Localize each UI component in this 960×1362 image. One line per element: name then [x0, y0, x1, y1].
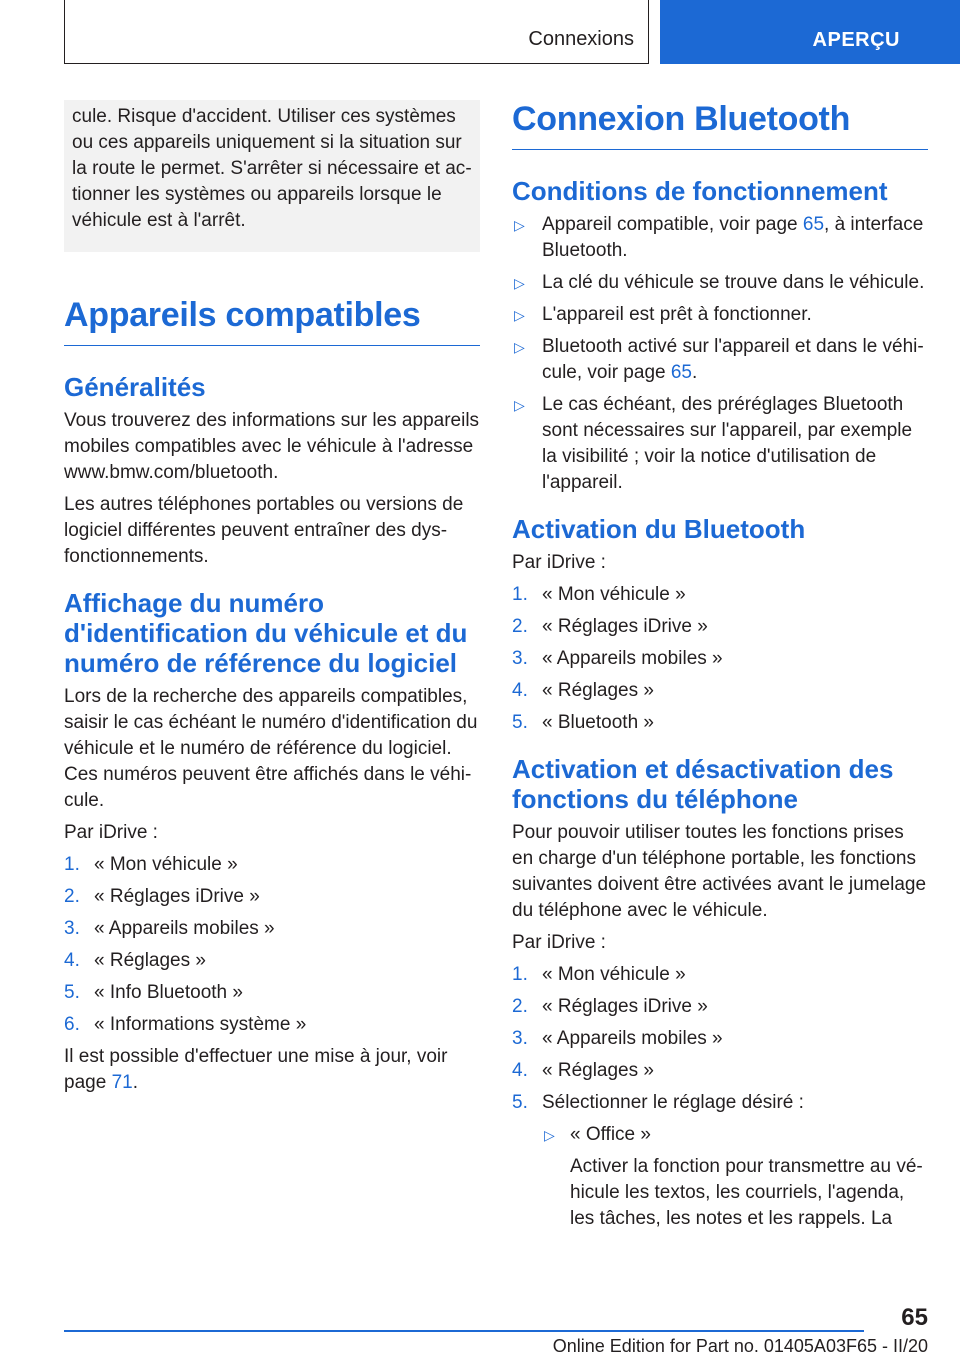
item-text: La clé du véhicule se trouve dans le véhicule.: [542, 272, 925, 293]
step-number: 3.: [512, 648, 528, 669]
title-appareils-compatibles: Appareils compatibles: [64, 296, 480, 346]
footer-divider: [64, 1330, 864, 1332]
item-text: .: [692, 362, 698, 383]
list-item: [512, 710, 928, 736]
list-item: [512, 962, 928, 988]
steps-list: [512, 582, 928, 736]
step-text: « Réglages iDrive »: [94, 886, 260, 907]
triangle-bullet-icon: ▷: [514, 217, 525, 233]
heading-conditions: Conditions de fonctionnement: [512, 176, 888, 206]
paragraph: Par iDrive :: [512, 552, 606, 573]
left-column: [64, 100, 480, 1102]
steps-list: [64, 852, 480, 1038]
list-item: [512, 302, 928, 328]
item-text: Le cas échéant, des préréglages Bluetooth sont nécessaires sur l'appareil, par exemple la visibilité ; voir la notice d'utilisation de l'appareil.: [542, 394, 913, 493]
title-connexion-bluetooth: Connexion Bluetooth: [512, 100, 928, 150]
triangle-bullet-icon: ▷: [514, 339, 525, 355]
list-item: [64, 884, 480, 910]
sub-list: [542, 1122, 928, 1232]
warning-note: cule. Risque d'accident. Utiliser ces systèmes ou ces appareils uniquement si la situation sur la route le permet. S'arrêter si nécessaire et actionner les systèmes ou appareils lorsque le véhicule est à l'arrêt.: [64, 100, 480, 252]
list-item: [542, 1122, 928, 1232]
conditions-list: [512, 212, 928, 496]
step-number: 6.: [64, 1014, 80, 1035]
header-section-title: Connexions: [528, 28, 634, 50]
step-number: 1.: [64, 854, 80, 875]
punctuation: .: [132, 1072, 138, 1093]
list-item: [512, 614, 928, 640]
step-number: 2.: [512, 616, 528, 637]
list-item: [64, 1012, 480, 1038]
page-number: 65: [901, 1304, 928, 1331]
step-number: 5.: [512, 1092, 528, 1113]
step-text: « Mon véhicule »: [542, 964, 686, 985]
page-link-71[interactable]: 71: [111, 1072, 133, 1093]
step-number: 3.: [64, 918, 80, 939]
item-text: Bluetooth activé sur l'appareil et dans le véhicule, voir page: [542, 336, 924, 383]
steps-list: [512, 962, 928, 1232]
step-text: « Informations système »: [94, 1014, 307, 1035]
item-text: « Office »: [570, 1124, 651, 1145]
list-item: [64, 980, 480, 1006]
list-item: [64, 948, 480, 974]
step-text: Sélectionner le réglage désiré :: [542, 1092, 804, 1113]
page-link-65[interactable]: 65: [802, 214, 825, 235]
step-text: « Info Bluetooth »: [94, 982, 243, 1003]
step-text: « Réglages iDrive »: [542, 996, 708, 1017]
list-item: [512, 270, 928, 296]
paragraph-text: Il est possible d'effectuer une mise à jour, voir page: [64, 1046, 448, 1093]
paragraph: Les autres téléphones portables ou versions de logiciel différentes peuvent entraîner des dysfonctionnements.: [64, 494, 464, 567]
paragraph: Par iDrive :: [512, 932, 606, 953]
triangle-bullet-icon: ▷: [514, 275, 525, 291]
list-item: [64, 916, 480, 942]
header-frame: [64, 0, 649, 64]
list-item: [512, 1058, 928, 1084]
step-number: 2.: [64, 886, 80, 907]
paragraph: [64, 1044, 480, 1096]
step-number: 1.: [512, 584, 528, 605]
step-text: « Mon véhicule »: [542, 584, 686, 605]
header-tab-label: APERÇU: [812, 29, 900, 51]
edition-text: Online Edition for Part no. 01405A03F65 - II/20: [552, 1336, 928, 1356]
step-number: 3.: [512, 1028, 528, 1049]
list-item: [512, 212, 928, 264]
paragraph: Vous trouverez des informations sur les appareils mobiles compatibles avec le véhicule à l'adresse www.bmw.com/bluetooth.: [64, 410, 480, 483]
step-number: 4.: [64, 950, 80, 971]
sub-item-description: Activer la fonction pour transmettre au véhicule les textos, les courriels, l'agenda, les tâches, les notes et les rappels. La: [570, 1156, 923, 1229]
item-text: , à interface Bluetooth.: [542, 214, 924, 261]
list-item: [512, 1090, 928, 1232]
heading-generalites: Généralités: [64, 372, 206, 402]
step-number: 4.: [512, 1060, 528, 1081]
item-text: Appareil compatible, voir page: [542, 214, 798, 235]
list-item: [512, 1026, 928, 1052]
list-item: [64, 852, 480, 878]
step-text: « Appareils mobiles »: [94, 918, 275, 939]
step-number: 5.: [64, 982, 80, 1003]
step-text: « Mon véhicule »: [94, 854, 238, 875]
list-item: [512, 994, 928, 1020]
step-number: 4.: [512, 680, 528, 701]
list-item: [512, 582, 928, 608]
right-column: [512, 100, 928, 1238]
step-text: « Réglages »: [94, 950, 206, 971]
step-number: 5.: [512, 712, 528, 733]
heading-affichage-numero: Affichage du numéro d'identification du véhicule et du numéro de référence du logiciel: [64, 588, 468, 678]
page-link-65[interactable]: 65: [670, 362, 692, 383]
item-text: L'appareil est prêt à fonctionner.: [542, 304, 812, 325]
heading-fonctions-telephone: Activation et désactivation des fonctions du téléphone: [512, 754, 894, 814]
header-tab-apercu[interactable]: [660, 0, 960, 64]
triangle-bullet-icon: ▷: [514, 397, 525, 413]
list-item: [512, 646, 928, 672]
step-number: 2.: [512, 996, 528, 1017]
heading-activation-bluetooth: Activation du Bluetooth: [512, 514, 806, 544]
list-item: [512, 334, 928, 386]
step-number: 1.: [512, 964, 528, 985]
step-text: « Appareils mobiles »: [542, 1028, 723, 1049]
paragraph: Pour pouvoir utiliser toutes les fonctions prises en charge d'un téléphone portable, les fonctions suivantes doivent être activées avant le jumelage du téléphone avec le véhicule.: [512, 822, 927, 921]
triangle-bullet-icon: ▷: [514, 307, 525, 323]
step-text: « Bluetooth »: [542, 712, 654, 733]
paragraph: Par iDrive :: [64, 822, 158, 843]
step-text: « Réglages »: [542, 1060, 654, 1081]
list-item: [512, 678, 928, 704]
step-text: « Réglages iDrive »: [542, 616, 708, 637]
paragraph: Lors de la recherche des appareils compatibles, saisir le cas échéant le numéro d'identification du véhicule et le numéro de référence du logiciel. Ces numéros peuvent être affichés dans le véhicule.: [64, 686, 478, 811]
triangle-bullet-icon: ▷: [544, 1127, 555, 1143]
step-text: « Réglages »: [542, 680, 654, 701]
list-item: [512, 392, 928, 496]
step-text: « Appareils mobiles »: [542, 648, 723, 669]
